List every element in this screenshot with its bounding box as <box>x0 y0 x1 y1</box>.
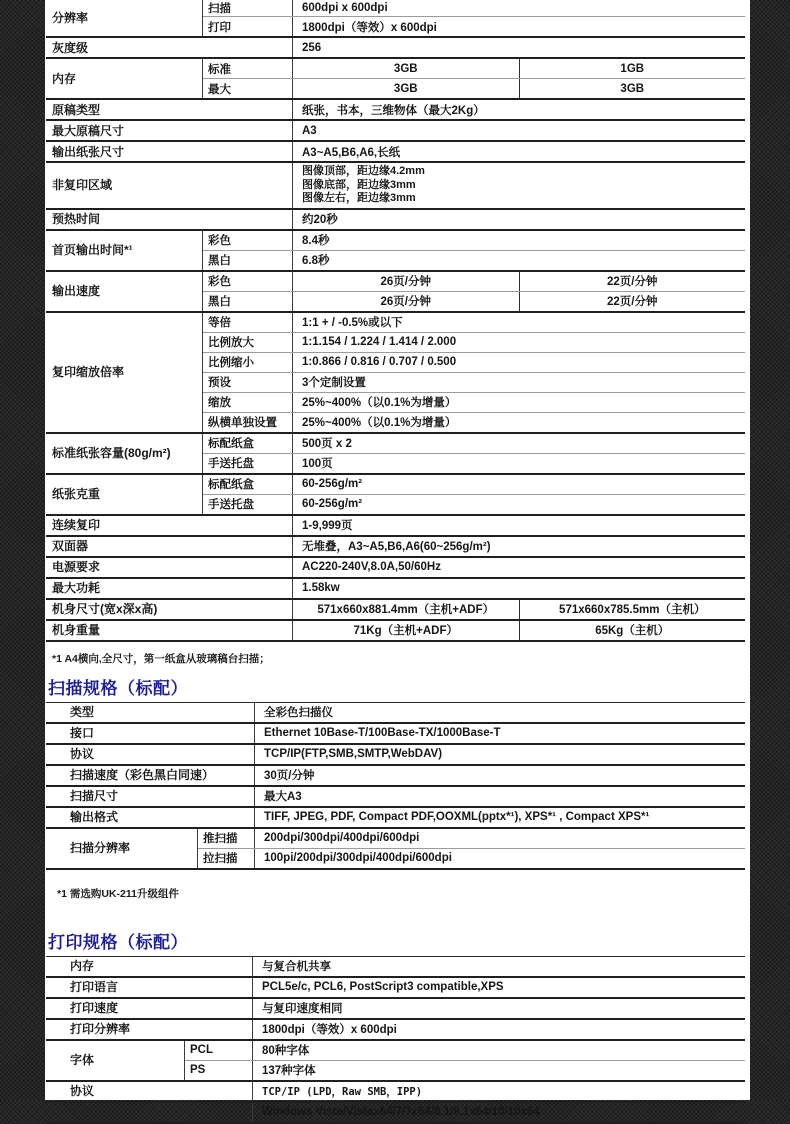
spec-row-values <box>293 537 745 556</box>
spec-subrow <box>293 121 745 140</box>
spec-value-line: 图像左右，距边缘3mm <box>302 192 416 204</box>
spec-value: 全彩色扫描仪 <box>264 707 333 719</box>
spec-subrow <box>203 454 745 473</box>
spec-subrow <box>253 999 745 1018</box>
spec-row <box>46 808 745 829</box>
spec-sub-label: 最大 <box>203 79 293 98</box>
spec-subrow <box>293 38 745 57</box>
scan-spec-section-title: 扫描规格（标配） <box>48 678 188 698</box>
spec-row-label: 输出格式 <box>46 808 255 827</box>
spec-row <box>46 313 745 434</box>
spec-row <box>46 1041 745 1082</box>
spec-subrow <box>253 978 745 997</box>
spec-subrow <box>185 1041 745 1061</box>
spec-row-label: 打印分辨率 <box>46 1020 253 1039</box>
spec-subrow <box>255 724 745 743</box>
spec-subrow <box>253 1103 745 1122</box>
spec-row-label: 协议 <box>46 1082 253 1101</box>
spec-sub-label: 缩放 <box>203 393 293 412</box>
spec-row-values <box>253 1103 745 1122</box>
spec-value: 3GB <box>393 82 418 95</box>
spec-row-values <box>253 978 745 997</box>
spec-row-label: 机身尺寸(宽x深x高) <box>46 600 293 619</box>
spec-sub-label: 打印 <box>203 17 293 36</box>
spec-value: 60-256g/m² <box>302 498 363 510</box>
spec-row-label: 分辨率 <box>46 0 203 36</box>
spec-subrow <box>185 1061 745 1080</box>
spec-row-values <box>253 1020 745 1039</box>
spec-value <box>293 163 745 208</box>
spec-row <box>46 745 745 766</box>
spec-value: 8.4秒 <box>302 235 330 247</box>
spec-sub-label: PS <box>185 1061 253 1080</box>
spec-value: 无堆叠，A3~A5,B6,A6(60~256g/m²) <box>302 541 491 553</box>
spec-value: 3GB <box>519 79 746 98</box>
spec-row-label: 字体 <box>46 1041 185 1080</box>
spec-subrow <box>255 808 745 827</box>
spec-value: 1800dpi（等效）x 600dpi <box>302 21 437 34</box>
spec-row-label: 标准纸张容量(80g/m²) <box>46 434 203 473</box>
spec-sub-label: 彩色 <box>203 272 293 291</box>
spec-value: PCL5e/c, PCL6, PostScript3 compatible,XPS <box>262 981 504 993</box>
spec-subrow <box>198 829 745 849</box>
spec-sub-label: 推扫描 <box>198 829 255 848</box>
spec-row <box>46 1103 745 1122</box>
spec-row <box>46 978 745 999</box>
spec-value: 60-256g/m² <box>302 478 363 490</box>
spec-subrow <box>293 621 745 640</box>
spec-subrow <box>253 957 745 976</box>
spec-value: 200dpi/300dpi/400dpi/600dpi <box>264 832 420 844</box>
spec-row <box>46 516 745 537</box>
spec-row <box>46 766 745 787</box>
spec-value: 1GB <box>519 59 746 78</box>
spec-subrow <box>203 333 745 353</box>
spec-row <box>46 579 745 600</box>
spec-row-values <box>255 724 745 743</box>
spec-subrow <box>203 17 745 36</box>
spec-row <box>46 475 745 516</box>
spec-row-values <box>203 434 745 473</box>
spec-value: A3~A5,B6,A6,长纸 <box>302 146 401 159</box>
spec-row-label: 最大功耗 <box>46 579 293 598</box>
spec-row <box>46 537 745 558</box>
spec-sub-label: 标配纸盒 <box>203 434 293 453</box>
spec-row-values <box>198 829 745 868</box>
spec-row-label: 输出纸张尺寸 <box>46 142 293 161</box>
spec-value: 22页/分钟 <box>519 292 746 311</box>
spec-row-values <box>203 231 745 270</box>
spec-row <box>46 38 745 59</box>
spec-row-values <box>255 703 745 722</box>
spec-subrow <box>203 373 745 393</box>
spec-value: TCP/IP(FTP,SMB,SMTP,WebDAV) <box>264 748 443 760</box>
spec-value: TCP/IP (LPD，Raw SMB，IPP) <box>262 1085 423 1098</box>
spec-value: 100pi/200dpi/300dpi/400dpi/600dpi <box>264 852 452 864</box>
spec-subrow <box>203 292 745 311</box>
spec-row-values <box>203 475 745 514</box>
spec-value: 与复合机共享 <box>262 961 331 973</box>
spec-row <box>46 558 745 579</box>
spec-value: 1-9,999页 <box>302 520 353 532</box>
spec-row-values <box>293 100 745 119</box>
spec-sub-label: 黑白 <box>203 251 293 270</box>
spec-row-values <box>255 766 745 785</box>
spec-row <box>46 787 745 808</box>
spec-value: 1.58kw <box>302 582 340 594</box>
spec-value: 71Kg（主机+ADF） <box>353 625 458 637</box>
spec-row-values <box>255 808 745 827</box>
spec-row <box>46 231 745 272</box>
spec-row-label: 灰度级 <box>46 38 293 57</box>
spec-row-label: 内存 <box>46 957 253 976</box>
spec-subrow <box>203 413 745 432</box>
spec-subrow <box>203 393 745 413</box>
spec-subrow <box>255 703 745 722</box>
spec-subrow <box>203 475 745 495</box>
spec-row-label: 协议 <box>46 745 255 764</box>
spec-subrow <box>203 272 745 292</box>
spec-value: A3 <box>302 124 317 137</box>
spec-value: AC220-240V,8.0A,50/60Hz <box>302 561 441 573</box>
spec-value: 1800dpi（等效）x 600dpi <box>262 1024 397 1036</box>
spec-value: TIFF, JPEG, PDF, Compact PDF,OOXML(pptx*¹), XPS*¹ , Compact XPS*¹ <box>264 811 650 823</box>
spec-row <box>46 999 745 1020</box>
spec-row-label: 非复印区域 <box>46 163 293 208</box>
spec-value: 22页/分钟 <box>519 272 746 291</box>
spec-row-values <box>293 579 745 598</box>
spec-row <box>46 142 745 163</box>
spec-value-line: 图像顶部，距边缘4.2mm <box>302 165 425 177</box>
spec-subrow <box>293 600 745 619</box>
spec-value: Ethernet 10Base-T/100Base-TX/1000Base-T <box>264 727 501 739</box>
spec-value: 3个定制设置 <box>302 377 366 389</box>
spec-row-label: 扫描速度（彩色黑白同速） <box>46 766 255 785</box>
spec-sub-label: 标准 <box>203 59 293 78</box>
spec-subrow <box>293 142 745 161</box>
spec-row-values <box>293 142 745 161</box>
spec-value: 25%~400%（以0.1%为增量） <box>302 417 457 429</box>
spec-row-values <box>293 600 745 619</box>
spec-subrow <box>255 766 745 785</box>
spec-row-values <box>185 1041 745 1080</box>
spec-row <box>46 100 745 121</box>
spec-value-line: 图像底部，距边缘3mm <box>302 178 416 191</box>
spec-row <box>46 724 745 745</box>
spec-sub-label: 比例放大 <box>203 333 293 352</box>
spec-subrow <box>203 495 745 514</box>
spec-subrow <box>198 849 745 868</box>
spec-row-label: 首页输出时间*¹ <box>46 231 203 270</box>
spec-row <box>46 434 745 475</box>
spec-value: 与复印速度相同 <box>262 1003 343 1015</box>
spec-value: 1:0.866 / 0.816 / 0.707 / 0.500 <box>302 356 457 368</box>
spec-row-values <box>253 957 745 976</box>
spec-sheet <box>45 0 750 1118</box>
spec-sub-label: PCL <box>185 1041 253 1060</box>
spec-subrow <box>203 251 745 270</box>
spec-row-label: 原稿类型 <box>46 100 293 119</box>
spec-sub-label: 手送托盘 <box>203 454 293 473</box>
main-spec-footnote: *1 A4横向,全尺寸，第一纸盒从玻璃稿台扫描； <box>52 652 270 665</box>
print-spec-table <box>46 956 745 1124</box>
spec-row-values <box>293 621 745 640</box>
spec-sub-label: 纵横单独设置 <box>203 413 293 432</box>
spec-value: 纸张，书本，三维物体（最大2Kg） <box>302 104 485 117</box>
spec-value: 6.8秒 <box>302 255 330 267</box>
spec-row <box>46 163 745 210</box>
spec-row-values <box>293 516 745 535</box>
spec-sub-label: 标配纸盒 <box>203 475 293 494</box>
spec-value: 100页 <box>302 458 333 470</box>
spec-row-label: 扫描分辨率 <box>46 829 198 868</box>
spec-row-label: 打印速度 <box>46 999 253 1018</box>
spec-subrow <box>203 313 745 333</box>
spec-subrow <box>255 787 745 806</box>
spec-sub-label: 手送托盘 <box>203 495 293 514</box>
print-spec-section-title: 打印规格（标配） <box>48 932 188 952</box>
spec-subrow <box>293 516 745 535</box>
spec-subrow <box>253 1082 745 1101</box>
spec-row-values <box>293 121 745 140</box>
spec-row-label <box>46 1103 253 1122</box>
spec-row-label: 输出速度 <box>46 272 203 311</box>
spec-row <box>46 59 745 100</box>
spec-row <box>46 121 745 142</box>
spec-row <box>46 1020 745 1041</box>
spec-row-label: 连续复印 <box>46 516 293 535</box>
spec-row-values <box>255 745 745 764</box>
spec-row-label: 内存 <box>46 59 203 98</box>
spec-subrow <box>203 59 745 79</box>
spec-row <box>46 210 745 231</box>
spec-row-values <box>253 1082 745 1101</box>
spec-row-values <box>203 0 745 36</box>
spec-row-label: 预热时间 <box>46 210 293 229</box>
spec-row-label: 纸张克重 <box>46 475 203 514</box>
spec-row <box>46 272 745 313</box>
spec-row-values <box>203 59 745 98</box>
spec-value: 30页/分钟 <box>264 770 315 782</box>
spec-row-label: 复印缩放倍率 <box>46 313 203 432</box>
spec-value: 65Kg（主机） <box>519 621 746 640</box>
spec-row-label: 扫描尺寸 <box>46 787 255 806</box>
spec-subrow <box>203 0 745 17</box>
spec-value: 500页 x 2 <box>302 438 352 450</box>
spec-sub-label: 比例缩小 <box>203 353 293 372</box>
spec-subrow <box>203 434 745 454</box>
spec-sub-label: 彩色 <box>203 231 293 250</box>
spec-row <box>46 0 745 38</box>
spec-subrow <box>293 100 745 119</box>
spec-row <box>46 1082 745 1103</box>
spec-row-label: 机身重量 <box>46 621 293 640</box>
spec-value: 600dpi x 600dpi <box>302 2 388 14</box>
spec-sub-label: 黑白 <box>203 292 293 311</box>
spec-row-values <box>293 38 745 57</box>
spec-value: 26页/分钟 <box>380 296 431 308</box>
spec-value: 571x660x785.5mm（主机） <box>519 600 746 619</box>
spec-sub-label: 预设 <box>203 373 293 392</box>
spec-row-values <box>203 272 745 311</box>
spec-row-values <box>293 163 745 208</box>
spec-subrow <box>203 231 745 251</box>
spec-value: 最大A3 <box>264 791 302 803</box>
spec-value: 约20秒 <box>302 214 338 226</box>
spec-value: 3GB <box>393 62 418 75</box>
spec-subrow <box>203 353 745 373</box>
spec-row-values <box>293 558 745 577</box>
spec-value: 1:1 + / -0.5%或以下 <box>302 317 403 329</box>
spec-row <box>46 600 745 621</box>
spec-subrow <box>203 79 745 98</box>
spec-value: 25%~400%（以0.1%为增量） <box>302 397 457 409</box>
spec-subrow <box>255 745 745 764</box>
spec-row-label: 打印语言 <box>46 978 253 997</box>
spec-value: Windows Vista/Vistax64/7/7x64/8.1/8.1x64/10/10x64 <box>262 1106 540 1118</box>
spec-subrow <box>293 163 745 208</box>
spec-row-label: 双面器 <box>46 537 293 556</box>
spec-sub-label: 拉扫描 <box>198 849 255 868</box>
spec-sub-label: 扫描 <box>203 0 293 16</box>
spec-value: 80种字体 <box>262 1045 310 1057</box>
spec-value: 256 <box>302 41 322 54</box>
spec-subrow <box>293 537 745 556</box>
spec-row <box>46 957 745 978</box>
spec-value: 26页/分钟 <box>380 276 431 288</box>
spec-value: 137种字体 <box>262 1065 316 1077</box>
spec-subrow <box>293 558 745 577</box>
spec-row-label: 最大原稿尺寸 <box>46 121 293 140</box>
main-spec-table <box>46 0 745 642</box>
spec-subrow <box>253 1020 745 1039</box>
spec-subrow <box>293 210 745 229</box>
spec-value: 1:1.154 / 1.224 / 1.414 / 2.000 <box>302 336 457 348</box>
spec-row-values <box>203 313 745 432</box>
spec-subrow <box>293 579 745 598</box>
scan-spec-table <box>46 702 745 870</box>
spec-row <box>46 829 745 868</box>
scan-spec-footnote: *1 需选购UK-211升级组件 <box>57 887 179 900</box>
spec-row-values <box>253 999 745 1018</box>
spec-row-values <box>293 210 745 229</box>
spec-row <box>46 703 745 724</box>
spec-row-values <box>255 787 745 806</box>
spec-row <box>46 621 745 640</box>
spec-row-label: 类型 <box>46 703 255 722</box>
spec-row-label: 电源要求 <box>46 558 293 577</box>
spec-sub-label: 等倍 <box>203 313 293 332</box>
spec-value: 571x660x881.4mm（主机+ADF） <box>317 604 495 616</box>
spec-row-label: 接口 <box>46 724 255 743</box>
